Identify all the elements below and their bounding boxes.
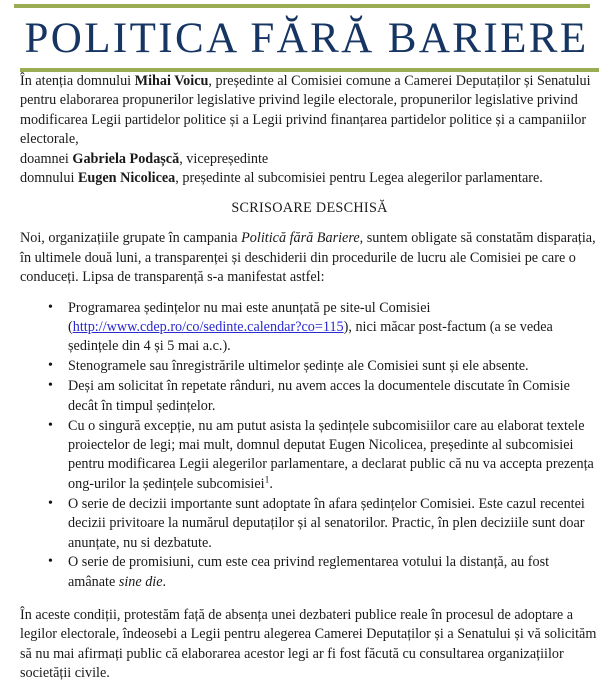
addressee-1-suffix: , președinte al Comisiei comune a Camerei Deputaților și Senatului pentru elaborarea propunerilor legislative privind legile electorale, propunerilor legislative privind modificarea Legii partidelor politice și a Legii privind finanțarea partidelor politice și a campaniilor electorale, [20,73,591,148]
list-item [20,377,599,416]
grievance-list [20,299,599,593]
bullet-6-text-after-italic: . [162,573,167,590]
list-item [20,495,599,553]
latin-phrase: sine die [118,573,163,590]
spacer-before-heading [20,188,599,199]
footnote-marker: 1 [264,475,270,486]
bullet-6-text-before-italic: O serie de promisiuni, cum este cea privind reglementarea votului la distanță, au fost amânate [68,554,550,590]
addressee-3-suffix: , președinte al subcomisiei pentru Legea alegerilor parlamentare. [175,170,543,187]
campaign-name: Politică fără Bariere [241,230,360,247]
addressee-2-suffix: , vicepreședinte [179,150,269,167]
document-page [0,4,613,681]
document-body [0,72,613,683]
bullet-1-text-before-link: Programarea ședințelor nu mai este anunțată pe site-ul Comisiei ( [68,299,431,336]
addressee-line-3 [20,169,599,188]
addressee-1-name: Mihai Voicu [134,73,209,89]
list-item [20,417,599,495]
bullet-4-text-after-note: . [269,475,273,492]
page-title: POLITICA FĂRĂ BARIERE [24,15,589,62]
list-item [20,299,599,357]
spacer-after-heading [20,218,599,229]
addressee-line-2 [20,150,599,169]
list-item [20,357,599,376]
bullet-4-text-before-note: Cu o singură excepție, nu am putut asista la ședințele subcomisiilor care au elaborat textele proiectelor de legi; mai mult, domnul deputat Eugen Nicolicea, președinte al subcomisiei pentru modificarea Legii alegerilor parlamentare, a declarat public că nu va accepta prezența ong-urilor la ședințele subcomisiei [68,417,594,492]
intro-part-1: Noi, organizațiile grupate în campania [20,230,242,247]
addressee-2-name: Gabriela Podașcă [72,150,180,167]
letter-heading: SCRISOARE DESCHISĂ [231,200,388,217]
closing-paragraph: În aceste condiții, protestăm față de absența unei dezbateri publice reale în procesul de adoptare a legilor electorale, îndeosebi a Legii pentru alegerea Camerei Deputaților și a Senatului și vă solicităm să nu mai afirmați public că elaborarea acestor legi ar fi fost făcută cu consultarea organizațiilor societății civile. [20,606,597,681]
bullet-3-text: Deși am solicitat în repetate rânduri, nu avem acces la documentele discutate în Comisie decât în timpul ședințelor. [68,378,570,414]
addressee-1-prefix: În atenția domnului [20,73,135,89]
masthead [0,4,613,72]
spacer-before-list [20,288,599,299]
bullet-5-text: O serie de decizii importante sunt adoptate în afara ședințelor Comisiei. Este cazul recentei decizii privitoare la numărul deputaților și al senatorilor. Practic, în plen deciziile sunt doar anunțate, nu si dezbatute. [68,495,585,551]
addressee-2-prefix: doamnei [20,150,73,167]
bullet-2-text: Stenogramele sau înregistrările ultimelor ședințe ale Comisiei sunt și ele absente. [68,358,529,375]
spacer-before-closing [20,593,599,606]
addressee-line-1 [20,72,599,150]
intro-part-2: , suntem obligate să constatăm disparația, în ultimele două luni, a transparenței și deschiderii din procedurile de lucru ale Comisiei pe care o conduceți. Lipsa de transparență s-a manifestat astfel: [20,230,596,286]
bullet-1-text-after-link: ), nici măcar post-factum (a se vedea ședințele din 4 și 5 mai a.c.). [68,319,553,355]
list-item [20,553,599,592]
committee-calendar-link[interactable]: http://www.cdep.ro/co/sedinte.calendar?co=115 [72,319,344,336]
addressee-3-name: Eugen Nicolicea [77,170,176,187]
intro-paragraph [20,229,599,287]
addressee-3-prefix: domnului [20,170,78,187]
